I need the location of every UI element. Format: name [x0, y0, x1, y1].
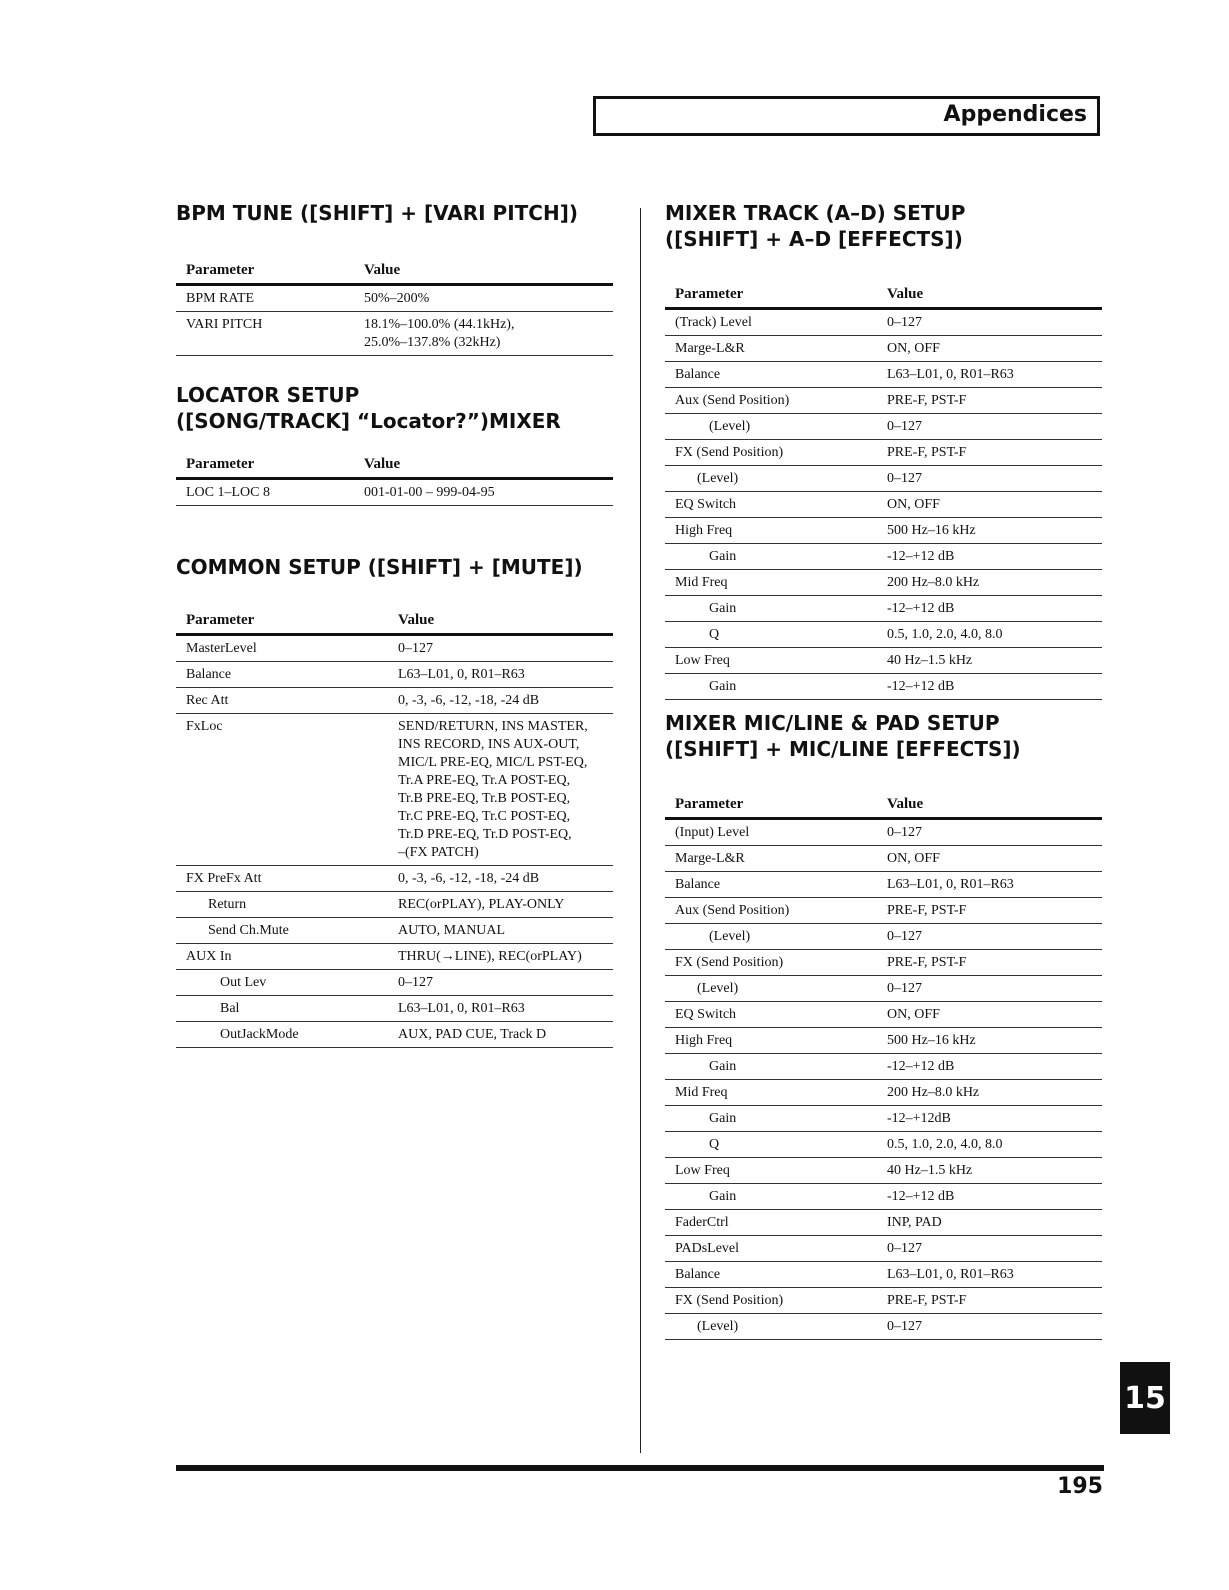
parameter-cell: MasterLevel [176, 635, 388, 662]
page-number: 195 [1057, 1474, 1103, 1499]
table-row [665, 924, 1102, 950]
value-cell: 200 Hz–8.0 kHz [877, 570, 1102, 596]
parameter-cell: High Freq [665, 518, 877, 544]
value-cell: 0–127 [877, 924, 1102, 950]
table-row [176, 892, 613, 918]
table-row [665, 950, 1102, 976]
value-cell: SEND/RETURN, INS MASTER, INS RECORD, INS AUX-OUT, MIC/L PRE-EQ, MIC/L PST-EQ, Tr.A PRE-EQ, Tr.A POST-EQ, Tr.B PRE-EQ, Tr.B POST-EQ, Tr.C PRE-EQ, Tr.C POST-EQ, Tr.D PRE-EQ, Tr.D POST-EQ, –(FX PATCH) [388, 714, 613, 866]
value-cell: -12–+12 dB [877, 1054, 1102, 1080]
table-row [665, 1236, 1102, 1262]
section-bpm-tune [176, 200, 613, 356]
table-row [665, 1002, 1102, 1028]
header-value: Value [388, 612, 613, 635]
table-row [665, 1080, 1102, 1106]
value-cell: 0, -3, -6, -12, -18, -24 dB [388, 866, 613, 892]
value-cell: 0–127 [877, 976, 1102, 1002]
table-row [665, 1132, 1102, 1158]
header-parameter: Parameter [176, 262, 354, 285]
value-cell: PRE-F, PST-F [877, 1288, 1102, 1314]
value-cell: 0, -3, -6, -12, -18, -24 dB [388, 688, 613, 714]
parameter-cell: FxLoc [176, 714, 388, 866]
parameter-cell: OutJackMode [176, 1022, 388, 1048]
value-cell: -12–+12dB [877, 1106, 1102, 1132]
parameter-cell: (Level) [665, 466, 877, 492]
value-cell: 0–127 [877, 1236, 1102, 1262]
table-row [176, 479, 613, 506]
value-cell: -12–+12 dB [877, 596, 1102, 622]
value-cell: 40 Hz–1.5 kHz [877, 648, 1102, 674]
table-row [176, 996, 613, 1022]
value-cell: THRU(→LINE), REC(orPLAY) [388, 944, 613, 970]
value-cell: 40 Hz–1.5 kHz [877, 1158, 1102, 1184]
parameter-cell: LOC 1–LOC 8 [176, 479, 354, 506]
param-table [176, 456, 613, 506]
value-cell: 001-01-00 – 999-04-95 [354, 479, 613, 506]
param-table [176, 262, 613, 356]
table-header-row [665, 286, 1102, 309]
parameter-cell: Gain [665, 674, 877, 700]
header-value: Value [877, 796, 1102, 819]
parameter-cell: FX (Send Position) [665, 950, 877, 976]
parameter-cell: Bal [176, 996, 388, 1022]
header-parameter: Parameter [665, 286, 877, 309]
value-cell: L63–L01, 0, R01–R63 [388, 662, 613, 688]
table-row [176, 944, 613, 970]
table-row [176, 662, 613, 688]
header-title: Appendices [943, 102, 1087, 127]
value-cell: 0–127 [877, 819, 1102, 846]
parameter-cell: Gain [665, 1184, 877, 1210]
parameter-cell: Low Freq [665, 1158, 877, 1184]
parameter-cell: Mid Freq [665, 1080, 877, 1106]
table-row [665, 362, 1102, 388]
value-cell: 0.5, 1.0, 2.0, 4.0, 8.0 [877, 1132, 1102, 1158]
parameter-cell: Marge-L&R [665, 336, 877, 362]
value-cell: ON, OFF [877, 336, 1102, 362]
parameter-cell: VARI PITCH [176, 312, 354, 356]
value-cell: -12–+12 dB [877, 544, 1102, 570]
header-parameter: Parameter [176, 456, 354, 479]
parameter-cell: (Track) Level [665, 309, 877, 336]
param-table [665, 286, 1102, 700]
parameter-cell: FX PreFx Att [176, 866, 388, 892]
table-row [665, 1054, 1102, 1080]
table-row [665, 1028, 1102, 1054]
table-row [665, 414, 1102, 440]
table-row [176, 1022, 613, 1048]
chapter-tab: 15 [1120, 1362, 1170, 1434]
value-cell: AUTO, MANUAL [388, 918, 613, 944]
value-cell: 0–127 [877, 414, 1102, 440]
value-cell: 500 Hz–16 kHz [877, 1028, 1102, 1054]
table-row [176, 312, 613, 356]
table-row [665, 1184, 1102, 1210]
table-header-row [665, 796, 1102, 819]
table-row [665, 1314, 1102, 1340]
param-table [176, 612, 613, 1048]
param-table [665, 796, 1102, 1340]
table-header-row [176, 612, 613, 635]
table-row [665, 518, 1102, 544]
parameter-cell: Low Freq [665, 648, 877, 674]
parameter-cell: FaderCtrl [665, 1210, 877, 1236]
section-mixer-micline-setup [665, 710, 1102, 1340]
value-cell: AUX, PAD CUE, Track D [388, 1022, 613, 1048]
value-cell: PRE-F, PST-F [877, 898, 1102, 924]
value-cell: 500 Hz–16 kHz [877, 518, 1102, 544]
table-header-row [176, 456, 613, 479]
parameter-cell: Q [665, 622, 877, 648]
table-row [665, 1158, 1102, 1184]
parameter-cell: Mid Freq [665, 570, 877, 596]
parameter-cell: BPM RATE [176, 285, 354, 312]
table-row [176, 635, 613, 662]
table-row [665, 336, 1102, 362]
header-parameter: Parameter [176, 612, 388, 635]
parameter-cell: (Level) [665, 414, 877, 440]
parameter-cell: Balance [665, 872, 877, 898]
value-cell: -12–+12 dB [877, 674, 1102, 700]
table-row [665, 570, 1102, 596]
parameter-cell: Gain [665, 596, 877, 622]
table-row [665, 440, 1102, 466]
table-row [665, 544, 1102, 570]
table-row [665, 1106, 1102, 1132]
table-row [665, 388, 1102, 414]
table-row [665, 596, 1102, 622]
parameter-cell: EQ Switch [665, 1002, 877, 1028]
table-row [665, 622, 1102, 648]
value-cell: PRE-F, PST-F [877, 440, 1102, 466]
value-cell: 0–127 [388, 970, 613, 996]
parameter-cell: FX (Send Position) [665, 1288, 877, 1314]
column-divider [640, 208, 641, 1453]
header-value: Value [354, 456, 613, 479]
header-parameter: Parameter [665, 796, 877, 819]
parameter-cell: EQ Switch [665, 492, 877, 518]
section-title: LOCATOR SETUP ([SONG/TRACK] “Locator?”)MIXER [176, 383, 561, 433]
table-row [665, 898, 1102, 924]
parameter-cell: (Level) [665, 976, 877, 1002]
parameter-cell: Gain [665, 1054, 877, 1080]
section-title: COMMON SETUP ([SHIFT] + [MUTE]) [176, 555, 583, 579]
parameter-cell: Aux (Send Position) [665, 388, 877, 414]
parameter-cell: High Freq [665, 1028, 877, 1054]
parameter-cell: Balance [665, 1262, 877, 1288]
table-row [665, 674, 1102, 700]
table-row [665, 846, 1102, 872]
parameter-cell: Out Lev [176, 970, 388, 996]
table-row [665, 1262, 1102, 1288]
section-title: MIXER TRACK (A–D) SETUP ([SHIFT] + A–D [EFFECTS]) [665, 201, 966, 251]
section-locator-setup [176, 382, 613, 506]
header-value: Value [354, 262, 613, 285]
value-cell: L63–L01, 0, R01–R63 [877, 1262, 1102, 1288]
parameter-cell: Marge-L&R [665, 846, 877, 872]
table-row [665, 872, 1102, 898]
table-row [665, 819, 1102, 846]
parameter-cell: Balance [665, 362, 877, 388]
parameter-cell: (Level) [665, 924, 877, 950]
table-row [176, 285, 613, 312]
parameter-cell: Gain [665, 544, 877, 570]
table-row [665, 466, 1102, 492]
value-cell: ON, OFF [877, 1002, 1102, 1028]
parameter-cell: Rec Att [176, 688, 388, 714]
value-cell: 0–127 [877, 309, 1102, 336]
header-value: Value [877, 286, 1102, 309]
value-cell: 200 Hz–8.0 kHz [877, 1080, 1102, 1106]
value-cell: REC(orPLAY), PLAY-ONLY [388, 892, 613, 918]
table-row [176, 866, 613, 892]
value-cell: L63–L01, 0, R01–R63 [877, 362, 1102, 388]
parameter-cell: Gain [665, 1106, 877, 1132]
table-row [665, 976, 1102, 1002]
parameter-cell: Aux (Send Position) [665, 898, 877, 924]
parameter-cell: Send Ch.Mute [176, 918, 388, 944]
table-row [176, 970, 613, 996]
value-cell: L63–L01, 0, R01–R63 [877, 872, 1102, 898]
section-title: MIXER MIC/LINE & PAD SETUP ([SHIFT] + MIC/LINE [EFFECTS]) [665, 711, 1021, 761]
value-cell: ON, OFF [877, 492, 1102, 518]
value-cell: 0–127 [877, 1314, 1102, 1340]
parameter-cell: AUX In [176, 944, 388, 970]
parameter-cell: Balance [176, 662, 388, 688]
table-row [176, 714, 613, 866]
value-cell: -12–+12 dB [877, 1184, 1102, 1210]
table-row [176, 918, 613, 944]
table-row [665, 492, 1102, 518]
parameter-cell: Q [665, 1132, 877, 1158]
value-cell: 18.1%–100.0% (44.1kHz), 25.0%–137.8% (32kHz) [354, 312, 613, 356]
table-row [665, 309, 1102, 336]
value-cell: L63–L01, 0, R01–R63 [388, 996, 613, 1022]
section-common-setup [176, 554, 613, 1048]
value-cell: 50%–200% [354, 285, 613, 312]
table-row [665, 648, 1102, 674]
value-cell: INP, PAD [877, 1210, 1102, 1236]
parameter-cell: FX (Send Position) [665, 440, 877, 466]
section-mixer-track-setup [665, 200, 1102, 700]
table-row [665, 1210, 1102, 1236]
value-cell: PRE-F, PST-F [877, 388, 1102, 414]
parameter-cell: (Level) [665, 1314, 877, 1340]
value-cell: 0–127 [877, 466, 1102, 492]
parameter-cell: (Input) Level [665, 819, 877, 846]
table-row [665, 1288, 1102, 1314]
footer-rule [176, 1465, 1104, 1471]
header-box [593, 96, 1100, 136]
value-cell: PRE-F, PST-F [877, 950, 1102, 976]
parameter-cell: PADsLevel [665, 1236, 877, 1262]
parameter-cell: Return [176, 892, 388, 918]
value-cell: 0–127 [388, 635, 613, 662]
table-header-row [176, 262, 613, 285]
section-title: BPM TUNE ([SHIFT] + [VARI PITCH]) [176, 201, 578, 225]
value-cell: ON, OFF [877, 846, 1102, 872]
table-row [176, 688, 613, 714]
value-cell: 0.5, 1.0, 2.0, 4.0, 8.0 [877, 622, 1102, 648]
